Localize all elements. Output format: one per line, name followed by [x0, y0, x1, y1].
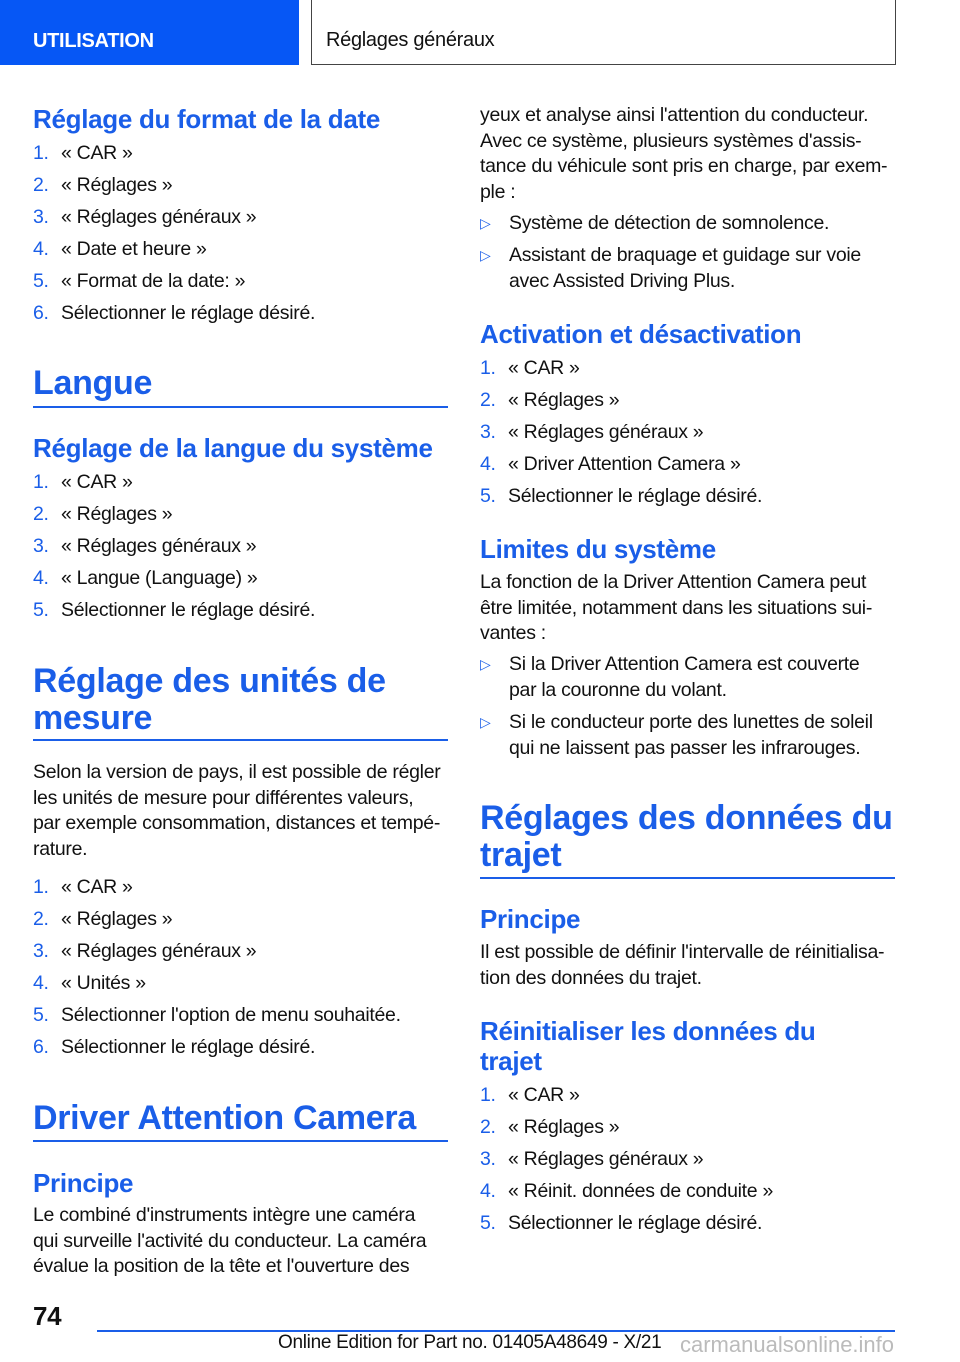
list-item [33, 939, 453, 964]
section-heading: Activation et désactivation [480, 319, 802, 349]
step-text: « Driver Attention Camera » [508, 452, 741, 475]
chapter-heading: Langue [33, 364, 153, 402]
step-number: 4. [480, 1179, 496, 1202]
list-item [33, 598, 453, 623]
step-text: Sélectionner le réglage désiré. [508, 1211, 763, 1234]
step-text: « Réglages généraux » [61, 939, 257, 962]
step-text: « Réinit. données de conduite » [508, 1179, 773, 1202]
paragraph-line: tance du véhicule sont pris en charge, par exem- [480, 155, 888, 177]
paragraph-line: par exemple consommation, distances et tempé- [33, 812, 441, 834]
section-heading: Principe [33, 1168, 134, 1198]
bullet-item [480, 243, 880, 294]
triangle-bullet-icon: ▷ [480, 247, 491, 263]
step-number: 1. [33, 470, 49, 493]
section-heading: Réinitialiser les données du [480, 1016, 816, 1046]
paragraph-line: ple : [480, 180, 516, 203]
triangle-bullet-icon: ▷ [480, 656, 491, 672]
step-number: 3. [33, 939, 49, 962]
list-item [33, 205, 453, 230]
chapter-heading: Réglage des unités de [33, 662, 386, 700]
step-number: 6. [33, 1035, 49, 1058]
heading-divider [33, 1140, 448, 1142]
step-text: « Réglages » [61, 502, 173, 525]
list-item [480, 356, 900, 381]
step-number: 3. [33, 534, 49, 557]
triangle-bullet-icon: ▷ [480, 714, 491, 730]
step-text: « Réglages généraux » [508, 420, 704, 443]
edition-text: Online Edition for Part no. 01405A48649 - X/21 [278, 1332, 662, 1353]
step-text: « Réglages » [508, 388, 620, 411]
step-number: 2. [33, 173, 49, 196]
step-number: 1. [480, 1083, 496, 1106]
list-item [33, 566, 453, 591]
step-text: « CAR » [61, 875, 133, 898]
list-item [33, 301, 453, 326]
list-item [33, 534, 453, 559]
heading-divider [480, 877, 895, 879]
step-text: Sélectionner le réglage désiré. [61, 1035, 316, 1058]
bullet-item [480, 211, 880, 237]
step-text: « Réglages généraux » [61, 534, 257, 557]
step-number: 5. [33, 269, 49, 292]
watermark: carmanualsonline.info [680, 1332, 895, 1357]
step-number: 4. [33, 971, 49, 994]
chapter-heading: Réglages des données du [480, 799, 893, 837]
step-text: « Langue (Language) » [61, 566, 258, 589]
step-number: 2. [33, 502, 49, 525]
paragraph-line: yeux et analyse ainsi l'attention du conducteur. [480, 104, 869, 126]
step-number: 5. [33, 1003, 49, 1026]
list-item [480, 388, 900, 413]
step-text: « Réglages généraux » [508, 1147, 704, 1170]
section-tab: UTILISATION [0, 0, 299, 65]
section-heading: trajet [480, 1046, 542, 1076]
step-number: 4. [33, 237, 49, 260]
chapter-heading: Driver Attention Camera [33, 1099, 416, 1137]
paragraph-line: Il est possible de définir l'intervalle de réinitialisa- [480, 941, 885, 963]
paragraph-line: être limitée, notamment dans les situations sui- [480, 596, 873, 619]
page-number: 74 [33, 1301, 62, 1331]
list-item [33, 907, 453, 932]
step-text: Sélectionner le réglage désiré. [508, 484, 763, 507]
step-number: 6. [33, 301, 49, 324]
list-item [480, 1211, 900, 1236]
list-item [33, 173, 453, 198]
step-text: Sélectionner l'option de menu souhaitée. [61, 1003, 401, 1026]
paragraph-line: Le combiné d'instruments intègre une caméra [33, 1204, 416, 1226]
section-heading: Limites du système [480, 534, 716, 564]
list-item [480, 484, 900, 509]
step-text: « CAR » [61, 141, 133, 164]
paragraph-line: tion des données du trajet. [480, 966, 702, 989]
step-text: Sélectionner le réglage désiré. [61, 598, 316, 621]
paragraph-line: Avec ce système, plusieurs systèmes d'assis- [480, 129, 862, 152]
bullet-item [480, 710, 880, 761]
bullet-text: avec Assisted Driving Plus. [509, 269, 735, 292]
step-text: « Réglages généraux » [61, 205, 257, 228]
paragraph-line: évalue la position de la tête et l'ouverture des [33, 1255, 410, 1277]
heading-divider [33, 406, 448, 408]
bullet-text: Si la Driver Attention Camera est couverte [509, 653, 860, 675]
list-item [33, 1003, 453, 1028]
list-item [480, 1115, 900, 1140]
step-text: « Réglages » [508, 1115, 620, 1138]
step-number: 2. [33, 907, 49, 930]
step-number: 3. [480, 420, 496, 443]
bullet-text: Si le conducteur porte des lunettes de soleil [509, 711, 873, 733]
step-number: 1. [33, 141, 49, 164]
step-number: 3. [33, 205, 49, 228]
step-text: Sélectionner le réglage désiré. [61, 301, 316, 324]
step-number: 5. [480, 1211, 496, 1234]
chapter-title: Réglages généraux [311, 0, 896, 65]
triangle-bullet-icon: ▷ [480, 215, 491, 231]
step-number: 5. [33, 598, 49, 621]
step-text: « Réglages » [61, 173, 173, 196]
list-item [33, 1035, 453, 1060]
section-heading: Réglage de la langue du système [33, 433, 433, 463]
step-number: 2. [480, 1115, 496, 1138]
list-item [33, 141, 453, 166]
list-item [480, 1147, 900, 1172]
step-text: « Format de la date: » [61, 269, 246, 292]
step-number: 1. [33, 875, 49, 898]
bullet-item [480, 652, 880, 703]
list-item [33, 269, 453, 294]
list-item [33, 875, 453, 900]
step-text: « Réglages » [61, 907, 173, 930]
heading-divider [33, 739, 448, 741]
list-item [480, 1083, 900, 1108]
chapter-heading: mesure [33, 699, 153, 737]
list-item [33, 971, 453, 996]
paragraph-line: qui surveille l'activité du conducteur. La caméra [33, 1229, 427, 1252]
list-item [480, 1179, 900, 1204]
bullet-text: qui ne laissent pas passer les infrarouges. [509, 736, 861, 759]
paragraph-line: rature. [33, 837, 88, 860]
step-text: « CAR » [508, 356, 580, 379]
bullet-text: Assistant de braquage et guidage sur voie [509, 244, 861, 266]
paragraph-line: Selon la version de pays, il est possible de régler [33, 761, 441, 783]
section-heading: Principe [480, 904, 581, 934]
bullet-text: Système de détection de somnolence. [509, 212, 830, 234]
list-item [33, 470, 453, 495]
step-number: 4. [33, 566, 49, 589]
paragraph-line: les unités de mesure pour différentes valeurs, [33, 786, 414, 809]
list-item [480, 452, 900, 477]
step-number: 5. [480, 484, 496, 507]
step-text: « CAR » [508, 1083, 580, 1106]
step-number: 2. [480, 388, 496, 411]
step-number: 3. [480, 1147, 496, 1170]
step-number: 4. [480, 452, 496, 475]
bullet-text: par la couronne du volant. [509, 678, 727, 701]
paragraph-line: La fonction de la Driver Attention Camera peut [480, 571, 867, 593]
list-item [480, 420, 900, 445]
list-item [33, 502, 453, 527]
step-text: « Date et heure » [61, 237, 207, 260]
step-text: « CAR » [61, 470, 133, 493]
step-number: 1. [480, 356, 496, 379]
list-item [33, 237, 453, 262]
paragraph-line: vantes : [480, 622, 546, 644]
section-heading: Réglage du format de la date [33, 104, 381, 134]
step-text: « Unités » [61, 971, 146, 994]
chapter-heading: trajet [480, 836, 562, 874]
